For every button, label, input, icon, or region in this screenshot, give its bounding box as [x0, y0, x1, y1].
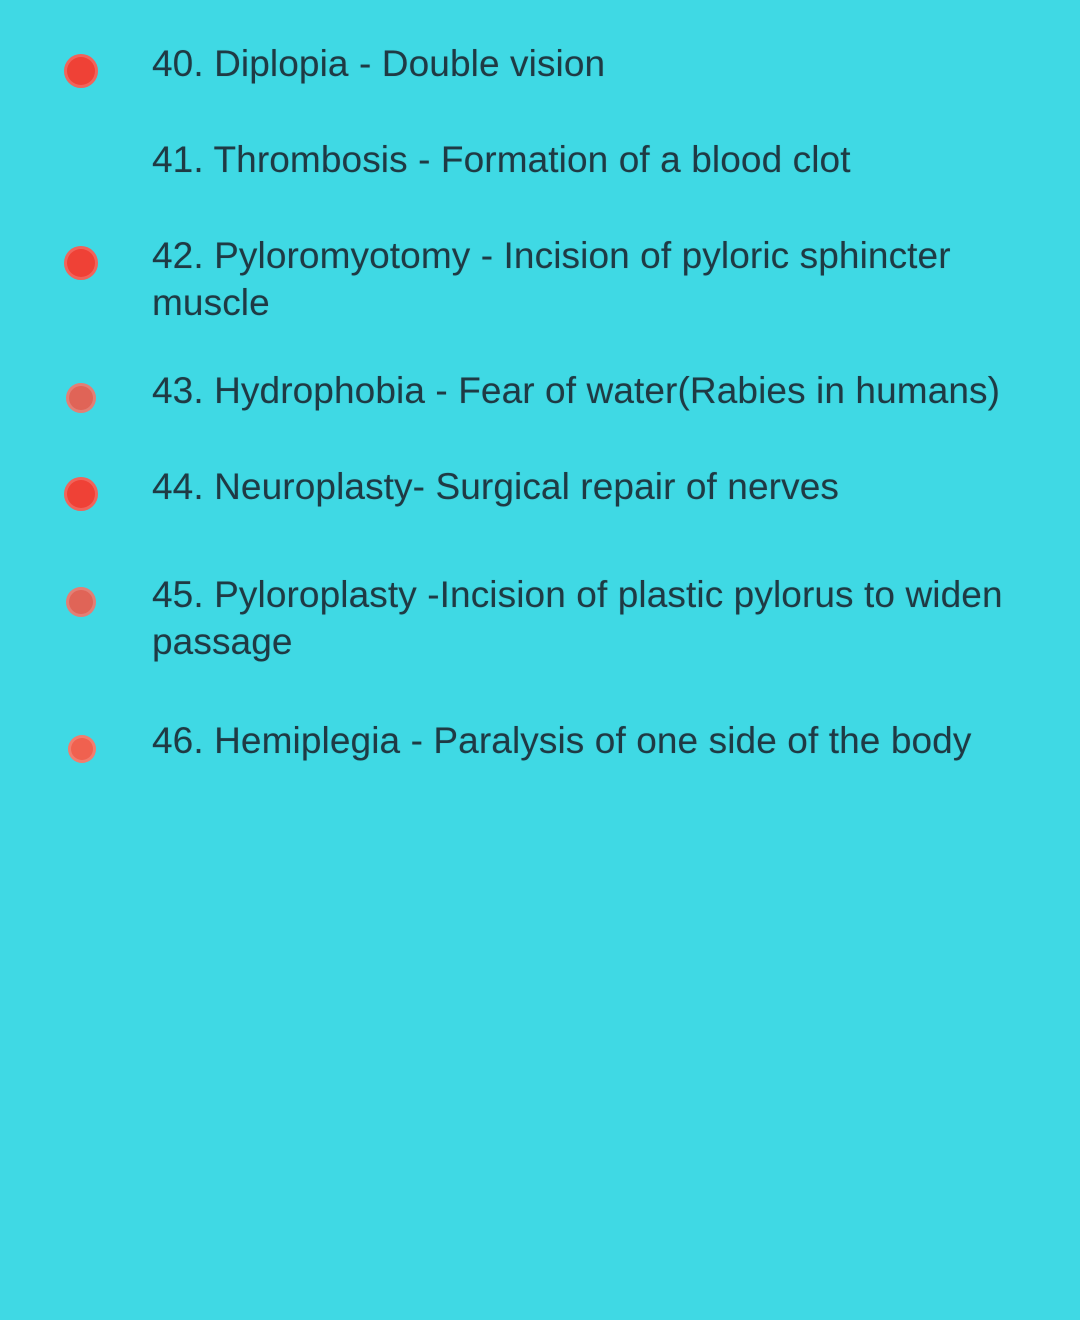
list-item-text: 40. Diplopia - Double vision [152, 43, 606, 84]
list-item [30, 717, 1020, 773]
term-list [30, 40, 1020, 773]
bullet-icon [66, 587, 96, 617]
list-item [30, 367, 1020, 423]
list-item [30, 136, 1020, 192]
list-item-text: 45. Pyloroplasty -Incision of plastic pylorus to widen passage [152, 573, 1003, 663]
list-item-text: 44. Neuroplasty- Surgical repair of nerves [152, 465, 839, 507]
bullet-icon [64, 54, 98, 88]
list-item-text: 41. Thrombosis - Formation of a blood clot [152, 139, 851, 180]
bullet-icon [68, 735, 96, 763]
list-item-text: 46. Hemiplegia - Paralysis of one side of the body [152, 720, 972, 762]
bullet-icon [66, 383, 96, 413]
list-item [30, 232, 1020, 327]
list-item-text: 43. Hydrophobia - Fear of water(Rabies in humans) [152, 369, 1001, 411]
bullet-icon [64, 246, 98, 280]
list-item [30, 463, 1020, 519]
list-item [30, 40, 1020, 96]
list-item-text: 42. Pyloromyotomy - Incision of pyloric sphincter muscle [152, 235, 951, 324]
bullet-icon [64, 477, 98, 511]
list-item [30, 571, 1020, 666]
